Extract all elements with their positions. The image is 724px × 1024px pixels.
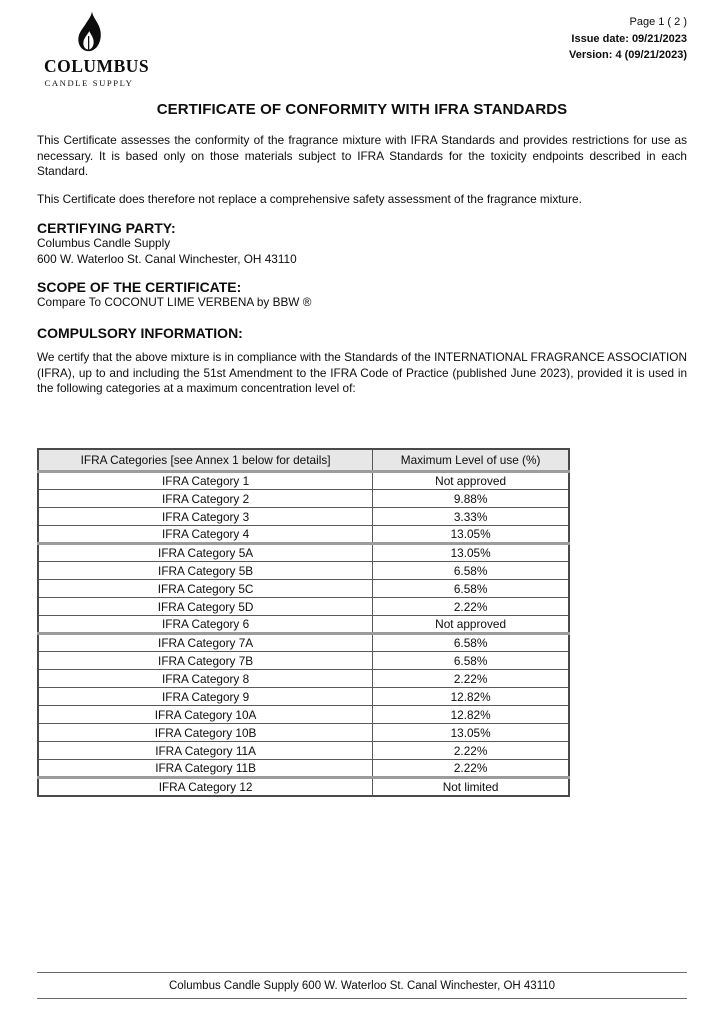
category-cell: IFRA Category 1	[38, 472, 373, 490]
intro-paragraph-2: This Certificate does therefore not replace a comprehensive safety assessment of the fragrance mixture.	[37, 191, 582, 206]
value-cell: 13.05%	[373, 544, 569, 562]
table-row	[38, 742, 569, 760]
column-header-categories: IFRA Categories [see Annex 1 below for details]	[38, 449, 373, 472]
table-row	[38, 706, 569, 724]
category-cell: IFRA Category 9	[38, 688, 373, 706]
category-cell: IFRA Category 5A	[38, 544, 373, 562]
compulsory-heading: COMPULSORY INFORMATION:	[37, 325, 243, 342]
value-cell: 6.58%	[373, 652, 569, 670]
value-cell: Not approved	[373, 616, 569, 634]
issue-date-line: Issue date: 09/21/2023	[571, 32, 687, 45]
certifying-party-heading: CERTIFYING PARTY:	[37, 220, 176, 237]
value-cell: 2.22%	[373, 760, 569, 778]
category-cell: IFRA Category 11B	[38, 760, 373, 778]
table-row	[38, 670, 569, 688]
column-header-max-level: Maximum Level of use (%)	[373, 449, 569, 472]
table-row	[38, 724, 569, 742]
table-row	[38, 634, 569, 652]
certifying-party-address: 600 W. Waterloo St. Canal Winchester, OH 43110	[37, 251, 297, 266]
document-title: CERTIFICATE OF CONFORMITY WITH IFRA STANDARDS	[156, 101, 568, 118]
logo-company-name: COLUMBUS	[44, 56, 150, 76]
value-cell: 6.58%	[373, 634, 569, 652]
version-line: Version: 4 (09/21/2023)	[568, 49, 687, 61]
value-cell: 12.82%	[373, 688, 569, 706]
compulsory-text: We certify that the above mixture is in compliance with the Standards of the INTERNATIONAL FRAGRANCE ASSOCIATION (IFRA), up to and including the 51st Amendment to the IFRA Code of Practice (published June 2023), provided it is used in the following categories at a maximum concentration level of:	[37, 350, 687, 396]
page-meta	[569, 14, 687, 64]
category-cell: IFRA Category 8	[38, 670, 373, 688]
value-cell: Not limited	[373, 778, 569, 796]
table-row	[38, 580, 569, 598]
scope-heading: SCOPE OF THE CERTIFICATE:	[37, 278, 242, 295]
category-cell: IFRA Category 10A	[38, 706, 373, 724]
category-cell: IFRA Category 11A	[38, 742, 373, 760]
category-cell: IFRA Category 4	[38, 526, 373, 544]
value-cell: 2.22%	[373, 598, 569, 616]
table-row	[38, 562, 569, 580]
table-row	[38, 472, 569, 490]
logo-company-subtitle: CANDLE SUPPLY	[44, 78, 134, 88]
category-cell: IFRA Category 2	[38, 490, 373, 508]
value-cell: 3.33%	[373, 508, 569, 526]
value-cell: 12.82%	[373, 706, 569, 724]
intro-paragraph-1: This Certificate assesses the conformity of the fragrance mixture with IFRA Standards and provides restrictions for use as necessary. It is based only on those materials subject to IFRA Standards for the toxicity endpoints described in each Standard.	[37, 133, 687, 179]
category-cell: IFRA Category 7A	[38, 634, 373, 652]
value-cell: 2.22%	[373, 742, 569, 760]
category-cell: IFRA Category 5C	[38, 580, 373, 598]
category-cell: IFRA Category 12	[38, 778, 373, 796]
category-cell: IFRA Category 5B	[38, 562, 373, 580]
value-cell: Not approved	[373, 472, 569, 490]
table-row	[38, 616, 569, 634]
flame-icon	[77, 8, 102, 55]
table-row	[38, 598, 569, 616]
category-cell: IFRA Category 10B	[38, 724, 373, 742]
table-row	[38, 778, 569, 796]
page-number-line: Page 1 ( 2 )	[629, 16, 687, 28]
footer-text: Columbus Candle Supply 600 W. Waterloo St. Canal Winchester, OH 43110	[168, 980, 556, 992]
value-cell: 6.58%	[373, 580, 569, 598]
table-row	[38, 652, 569, 670]
value-cell: 9.88%	[373, 490, 569, 508]
page-footer	[37, 972, 687, 999]
certifying-party-name: Columbus Candle Supply	[37, 236, 171, 251]
value-cell: 13.05%	[373, 724, 569, 742]
table-row	[38, 544, 569, 562]
table-row	[38, 490, 569, 508]
category-cell: IFRA Category 5D	[38, 598, 373, 616]
scope-text: Compare To COCONUT LIME VERBENA by BBW ®	[37, 294, 312, 309]
value-cell: 6.58%	[373, 562, 569, 580]
category-cell: IFRA Category 7B	[38, 652, 373, 670]
table-row	[38, 508, 569, 526]
ifra-categories-table	[37, 448, 570, 797]
value-cell: 2.22%	[373, 670, 569, 688]
value-cell: 13.05%	[373, 526, 569, 544]
table-row	[38, 760, 569, 778]
table-row	[38, 526, 569, 544]
company-logo	[44, 8, 150, 88]
category-cell: IFRA Category 6	[38, 616, 373, 634]
table-row	[38, 688, 569, 706]
table-header-row	[38, 449, 569, 472]
category-cell: IFRA Category 3	[38, 508, 373, 526]
